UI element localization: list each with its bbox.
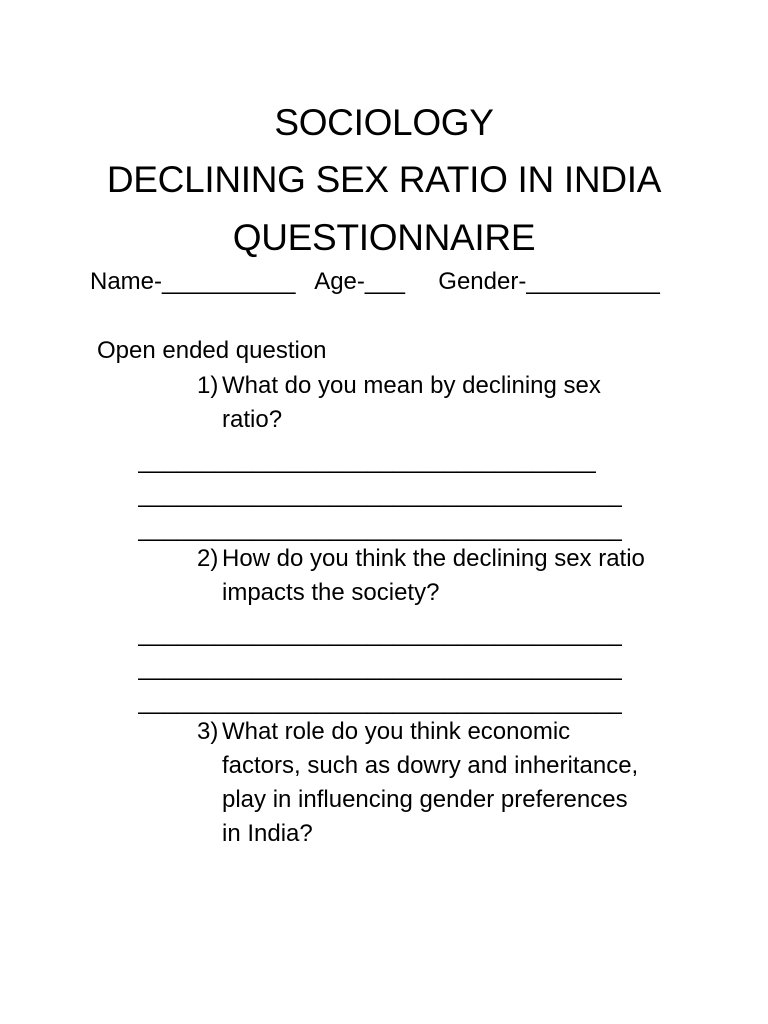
age-field[interactable]: Age-___ xyxy=(314,268,405,295)
question-2-number: 2) xyxy=(197,545,219,572)
document-type-title: QUESTIONNAIRE xyxy=(232,217,536,258)
question-2-answer-line-2[interactable]: ______________________________________ xyxy=(138,654,622,681)
subject-title: SOCIOLOGY xyxy=(274,102,494,143)
topic-title: DECLINING SEX RATIO IN INDIA xyxy=(106,159,662,200)
question-2-answer-line-1[interactable]: ______________________________________ xyxy=(138,620,622,647)
gender-field[interactable]: Gender-__________ xyxy=(438,268,660,295)
section-label: Open ended question xyxy=(97,337,327,364)
question-2-text: How do you think the declining sex ratio impacts the society? xyxy=(222,545,645,606)
question-1-text: What do you mean by declining sex ratio? xyxy=(222,372,601,433)
question-1-number: 1) xyxy=(197,372,219,399)
question-2-answer-line-3[interactable]: ______________________________________ xyxy=(138,688,622,715)
question-1-answer-line-3[interactable]: ______________________________________ xyxy=(138,515,622,542)
question-1-answer-line-1[interactable]: ____________________________________ xyxy=(138,447,597,474)
question-3-number: 3) xyxy=(197,718,219,745)
name-field[interactable]: Name-__________ xyxy=(90,268,296,295)
question-1-answer-line-2[interactable]: ______________________________________ xyxy=(138,481,622,508)
respondent-info-row xyxy=(90,268,660,296)
question-3-text: What role do you think economic factors, such as dowry and inheritance, play in influencing gender preferences in India? xyxy=(222,718,639,847)
